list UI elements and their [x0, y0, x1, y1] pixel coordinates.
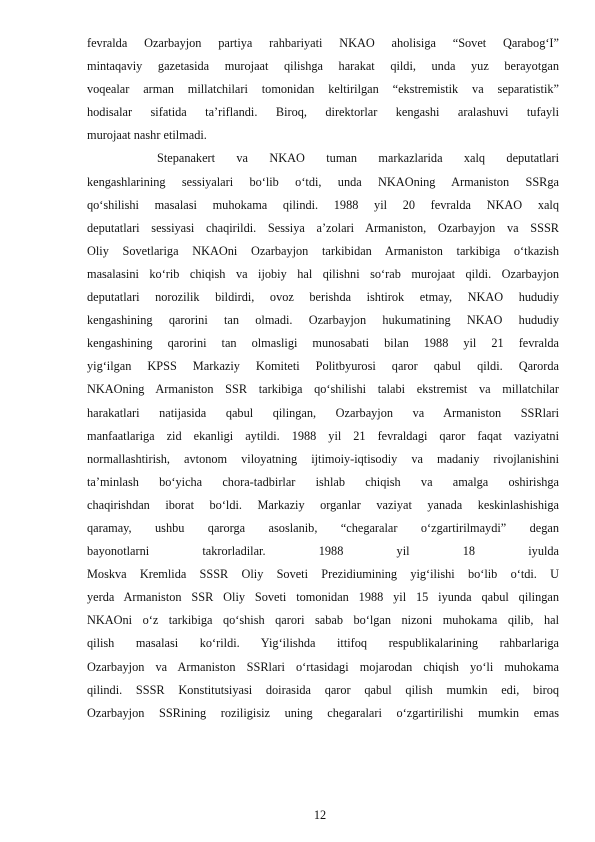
- text-line: deputatlari sessiyasi chaqirildi. Sessiya a’zolari Armaniston, Ozarbayjon va SSSR: [87, 220, 559, 235]
- text-line: masalasini ko‘rib chiqish va ijobiy hal qilishni so‘rab murojaat qildi. Ozarbayjon: [87, 266, 559, 281]
- text-line: mintaqaviy gazetasida murojaat qilishga harakat qildi, unda yuz berayotgan: [87, 59, 559, 74]
- text-line: kengashlarining sessiyalari bo‘lib o‘tdi, unda NKAOning Armaniston SSRga: [87, 174, 559, 189]
- text-line: Ozarbayjon SSRining roziligisiz uning chegaralari o‘zgartirilishi mumkin emas: [87, 705, 559, 720]
- text-line: qaramay, ushbu qarorga asoslanib, “chegaralar o‘zgartirilmaydi” degan: [87, 520, 559, 535]
- text-line: bayonotlarni takrorladilar. 1988 yil 18 iyulda: [87, 544, 559, 559]
- text-line: Stepanakert va NKAO tuman markazlarida xalq deputatlari: [157, 151, 559, 166]
- text-line: Moskva Kremlida SSSR Oliy Soveti Prezidiumining yig‘ilishi bo‘lib o‘tdi. U: [87, 567, 559, 582]
- text-line: deputatlari norozilik bildirdi, ovoz berishda ishtirok etmay, NKAO hududiy: [87, 290, 559, 305]
- text-line: qo‘shilishi masalasi muhokama qilindi. 1988 yil 20 fevralda NKAO xalq: [87, 197, 559, 212]
- text-line: voqealar arman millatchilari tomonidan keltirilgan “ekstremistik va separatistik”: [87, 82, 559, 97]
- text-line: qilish masalasi ko‘rildi. Yig‘ilishda ittifoq respublikalarining rahbarlariga: [87, 636, 559, 651]
- text-line: yerda Armaniston SSR Oliy Soveti tomonidan 1988 yil 15 iyunda qabul qilingan: [87, 590, 559, 605]
- text-line: ta’minlash bo‘yicha chora-tadbirlar ishlab chiqish va amalga oshirishga: [87, 474, 559, 489]
- text-line: fevralda Ozarbayjon partiya rahbariyati NKAO aholisiga “Sovet Qarabog‘I”: [87, 36, 559, 50]
- text-line: chaqirishdan iborat bo‘ldi. Markaziy organlar vaziyat yanada keskinlashishiga: [87, 497, 559, 512]
- text-line: kengashining qarorini tan olmadi. Ozarbayjon hukumatining NKAO hududiy: [87, 313, 559, 328]
- text-line: Oliy Sovetlariga NKAOni Ozarbayjon tarkibidan Armaniston tarkibiga o‘tkazish: [87, 243, 559, 258]
- text-line: harakatlari natijasida qabul qilingan, Ozarbayjon va Armaniston SSRlari: [87, 405, 559, 420]
- text-line: yig‘ilgan KPSS Markaziy Komiteti Politbyurosi qaror qabul qildi. Qarorda: [87, 359, 559, 374]
- text-line: kengashining qarorini tan olmasligi munosabati bilan 1988 yil 21 fevralda: [87, 336, 559, 351]
- text-line: murojaat nashr etilmadi.: [87, 128, 207, 143]
- body-text: [87, 32, 559, 725]
- text-line: manfaatlariga zid ekanligi aytildi. 1988 yil 21 fevraldagi qaror faqat vaziyatni: [87, 428, 559, 443]
- page-number: 12: [313, 808, 327, 822]
- text-line: normallashtirish, avtonom viloyatning ijtimoiy-iqtisodiy va madaniy rivojlanishini: [87, 451, 559, 466]
- text-line: hodisalar sifatida ta’riflandi. Biroq, direktorlar kengashi aralashuvi tufayli: [87, 105, 559, 120]
- text-line: NKAOni o‘z tarkibiga qo‘shish qarori sabab bo‘lgan nizoni muhokama qilib, hal: [87, 613, 559, 628]
- text-line: NKAOning Armaniston SSR tarkibiga qo‘shilishi talabi ekstremist va millatchilar: [87, 382, 559, 397]
- text-line: qilindi. SSSR Konstitutsiyasi doirasida qaror qabul qilish mumkin edi, biroq: [87, 682, 559, 697]
- text-line: Ozarbayjon va Armaniston SSRlari o‘rtasidagi mojarodan chiqish yo‘li muhokama: [87, 659, 559, 674]
